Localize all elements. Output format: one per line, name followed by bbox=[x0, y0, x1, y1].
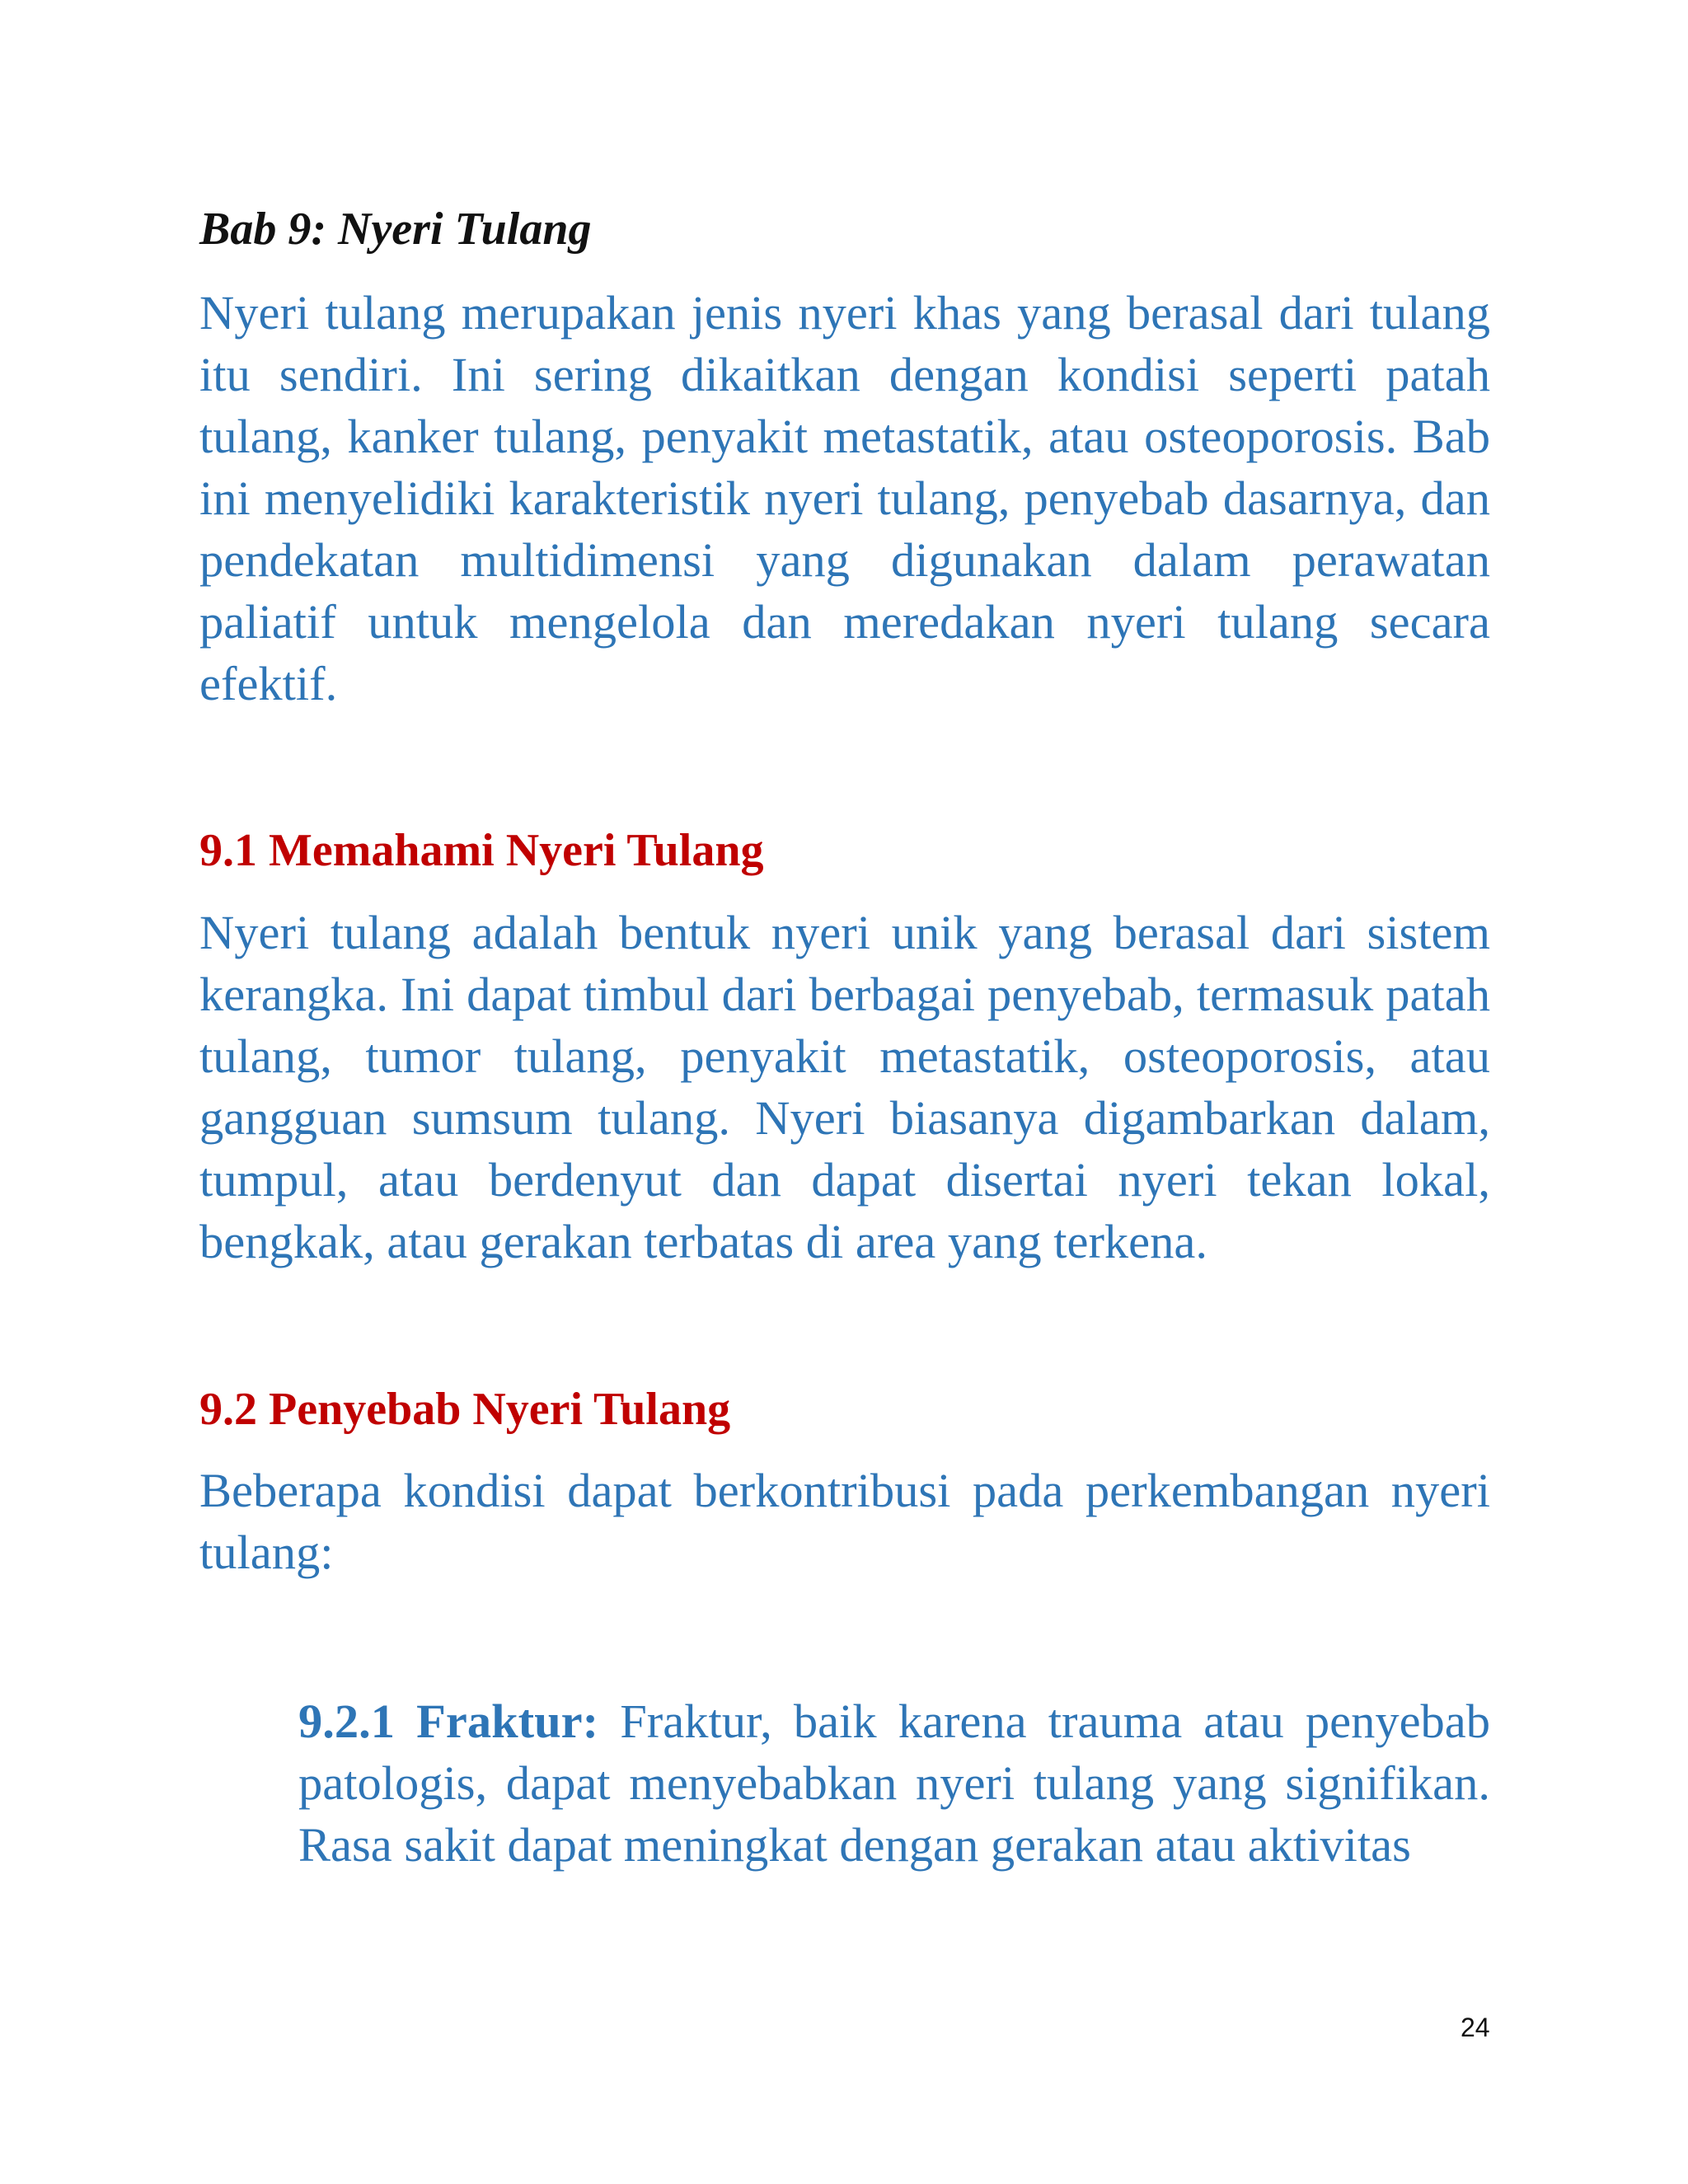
section-9-1-paragraph: Nyeri tulang adalah bentuk nyeri unik yang berasal dari sistem kerangka. Ini dapat timbul dari berbagai penyebab, termasuk patah tulang, tumor tulang, penyakit metastatik, osteoporosis, atau gangguan sumsum tulang. Nyeri biasanya digambarkan dalam, tumpul, atau berdenyut dan dapat disertai nyeri tekan lokal, bengkak, atau gerakan terbatas di area yang terkena. bbox=[199, 906, 1490, 1268]
intro-paragraph: Nyeri tulang merupakan jenis nyeri khas yang berasal dari tulang itu sendiri. Ini sering dikaitkan dengan kondisi seperti patah tulang, kanker tulang, penyakit metastatik, atau osteoporosis. Bab ini menyelidiki karakteristik nyeri tulang, penyebab dasarnya, dan pendekatan multidimensi yang digunakan dalam perawatan paliatif untuk mengelola dan meredakan nyeri tulang secara efektif. bbox=[199, 286, 1490, 710]
section-9-2-paragraph: Beberapa kondisi dapat berkontribusi pada perkembangan nyeri tulang: bbox=[199, 1464, 1490, 1579]
section-heading-9-1: 9.1 Memahami Nyeri Tulang bbox=[199, 825, 764, 876]
page-number: 24 bbox=[1461, 2013, 1490, 2042]
subsection-9-2-1 bbox=[298, 1690, 1490, 1876]
chapter-title: Bab 9: Nyeri Tulang bbox=[199, 204, 592, 255]
section-heading-9-2: 9.2 Penyebab Nyeri Tulang bbox=[199, 1384, 731, 1435]
subsection-9-2-1-label: 9.2.1 Fraktur: bbox=[298, 1694, 599, 1748]
subsection-9-2-1-text: Fraktur, baik karena trauma atau penyebab patologis, dapat menyebabkan nyeri tulang yang signifikan. Rasa sakit dapat meningkat dengan gerakan atau aktivitas bbox=[298, 1694, 1491, 1872]
